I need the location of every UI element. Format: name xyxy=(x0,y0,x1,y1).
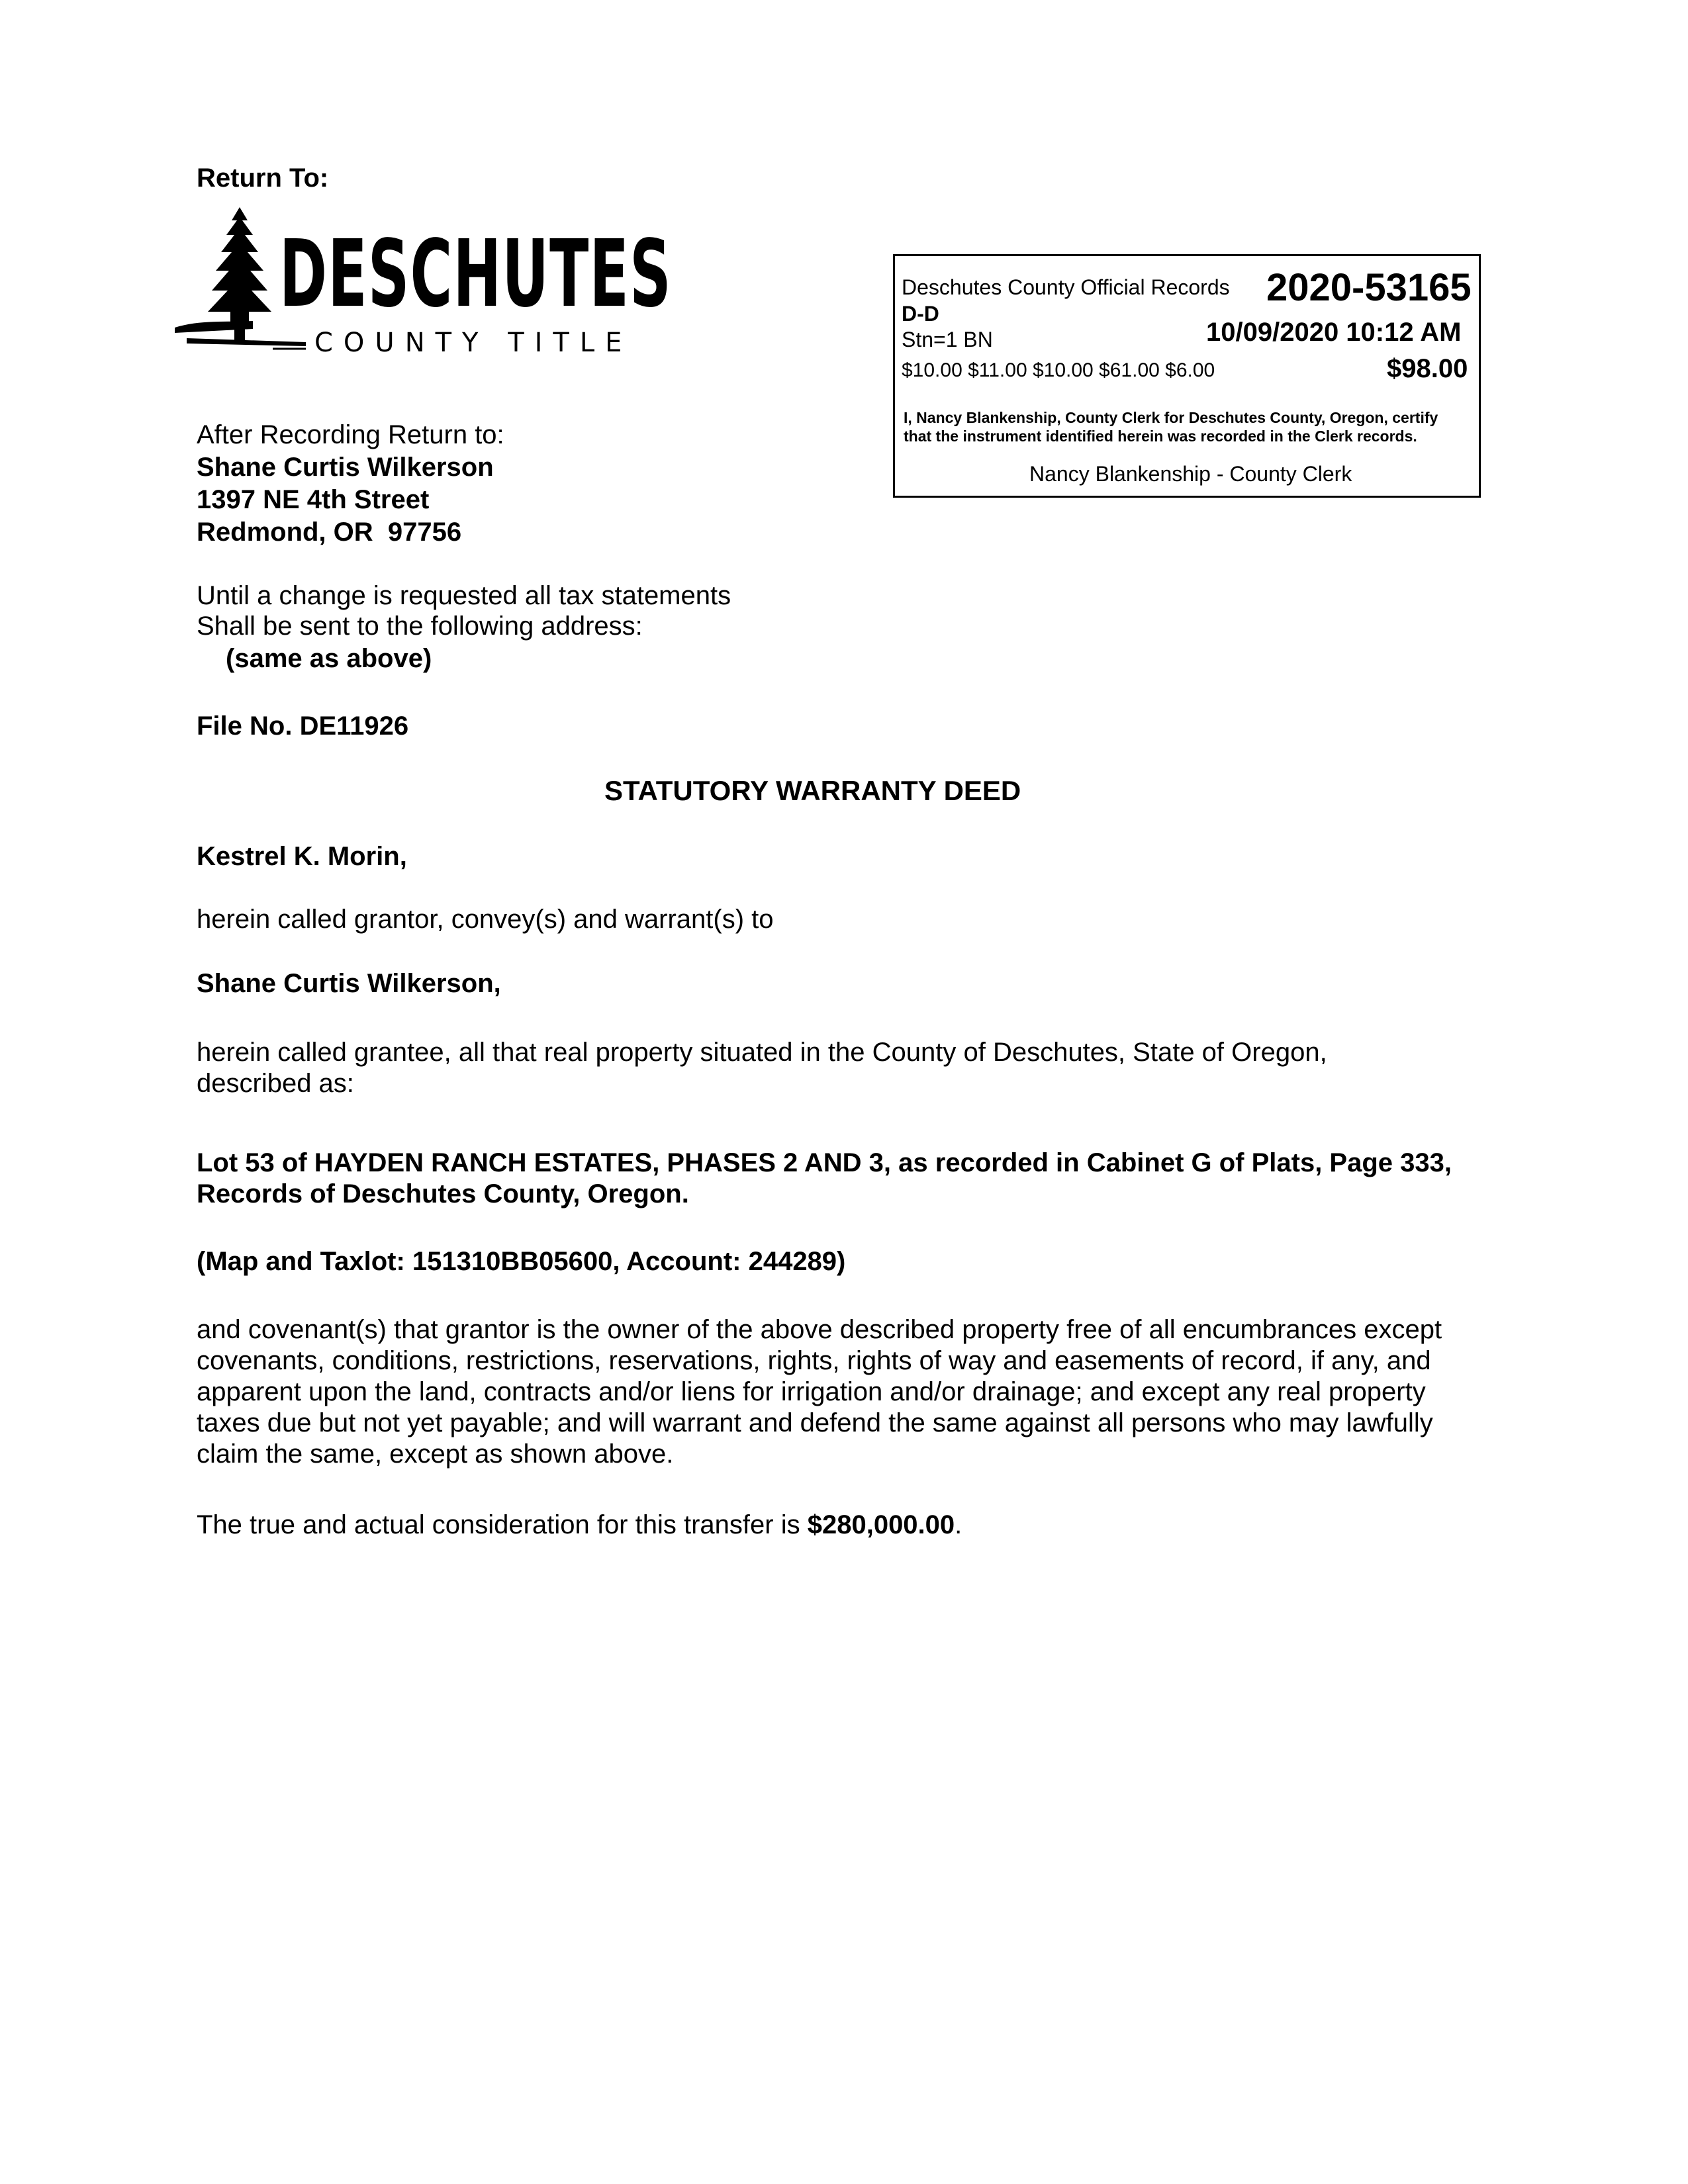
covenant-clause: and covenant(s) that grantor is the owner of the above described property free of all encumbrances except covenants, conditions, restrictions, reservations, rights, rights of way and easements of record, if any, and apparent upon the land, contracts and/or liens for irrigation and/or drainage; and except any real property taxes due but not yet payable; and will warrant and defend the same against all persons who may lawfully claim the same, except as shown above. xyxy=(197,1315,1442,1469)
logo-subtitle: COUNTY TITLE xyxy=(314,328,633,358)
return-name: Shane Curtis Wilkerson xyxy=(197,453,494,482)
tax-line-3: (same as above) xyxy=(226,644,432,673)
consideration-statement xyxy=(197,1509,962,1541)
grantee-clause: herein called grantee, all that real property situated in the County of Deschutes, State of Oregon, described as: xyxy=(197,1038,1327,1098)
map-taxlot: (Map and Taxlot: 151310BB05600, Account: 244289) xyxy=(197,1247,846,1276)
recording-datetime: 10/09/2020 10:12 AM xyxy=(1206,318,1462,347)
tax-line-2: Shall be sent to the following address: xyxy=(197,612,643,641)
station: Stn=1 BN xyxy=(902,328,993,351)
consideration-amount: $280,000.00 xyxy=(807,1510,955,1539)
return-to-label: Return To: xyxy=(197,163,329,193)
logo-wordmark: DESCHUTES xyxy=(279,220,672,328)
return-city: Redmond, OR 97756 xyxy=(197,518,462,547)
document-type: D-D xyxy=(902,302,939,326)
deed-title: STATUTORY WARRANTY DEED xyxy=(604,775,1021,806)
grantee-name: Shane Curtis Wilkerson, xyxy=(197,969,501,998)
fee-total: $98.00 xyxy=(1387,354,1468,383)
recording-office: Deschutes County Official Records xyxy=(902,275,1230,299)
grantor-name: Kestrel K. Morin, xyxy=(197,842,407,871)
grantor-clause: herein called grantor, convey(s) and warrant(s) to xyxy=(197,905,774,934)
clerk-certification: I, Nancy Blankenship, County Clerk for Deschutes County, Oregon, certify that the instrument identified herein was recorded in the Clerk records. xyxy=(904,409,1438,445)
file-number: File No. DE11926 xyxy=(197,711,409,741)
consideration-end: . xyxy=(955,1510,962,1539)
clerk-name: Nancy Blankenship - County Clerk xyxy=(1029,462,1352,486)
document-number: 2020-53165 xyxy=(1266,266,1472,309)
consideration-text: The true and actual consideration for this transfer is xyxy=(197,1510,800,1539)
fee-list: $10.00 $11.00 $10.00 $61.00 $6.00 xyxy=(902,359,1215,381)
return-street: 1397 NE 4th Street xyxy=(197,485,430,514)
legal-description: Lot 53 of HAYDEN RANCH ESTATES, PHASES 2 AND 3, as recorded in Cabinet G of Plats, Page 333, Records of Deschutes County, Oregon. xyxy=(197,1148,1452,1208)
tax-line-1: Until a change is requested all tax statements xyxy=(197,581,731,610)
after-recording-label: After Recording Return to: xyxy=(197,420,504,449)
